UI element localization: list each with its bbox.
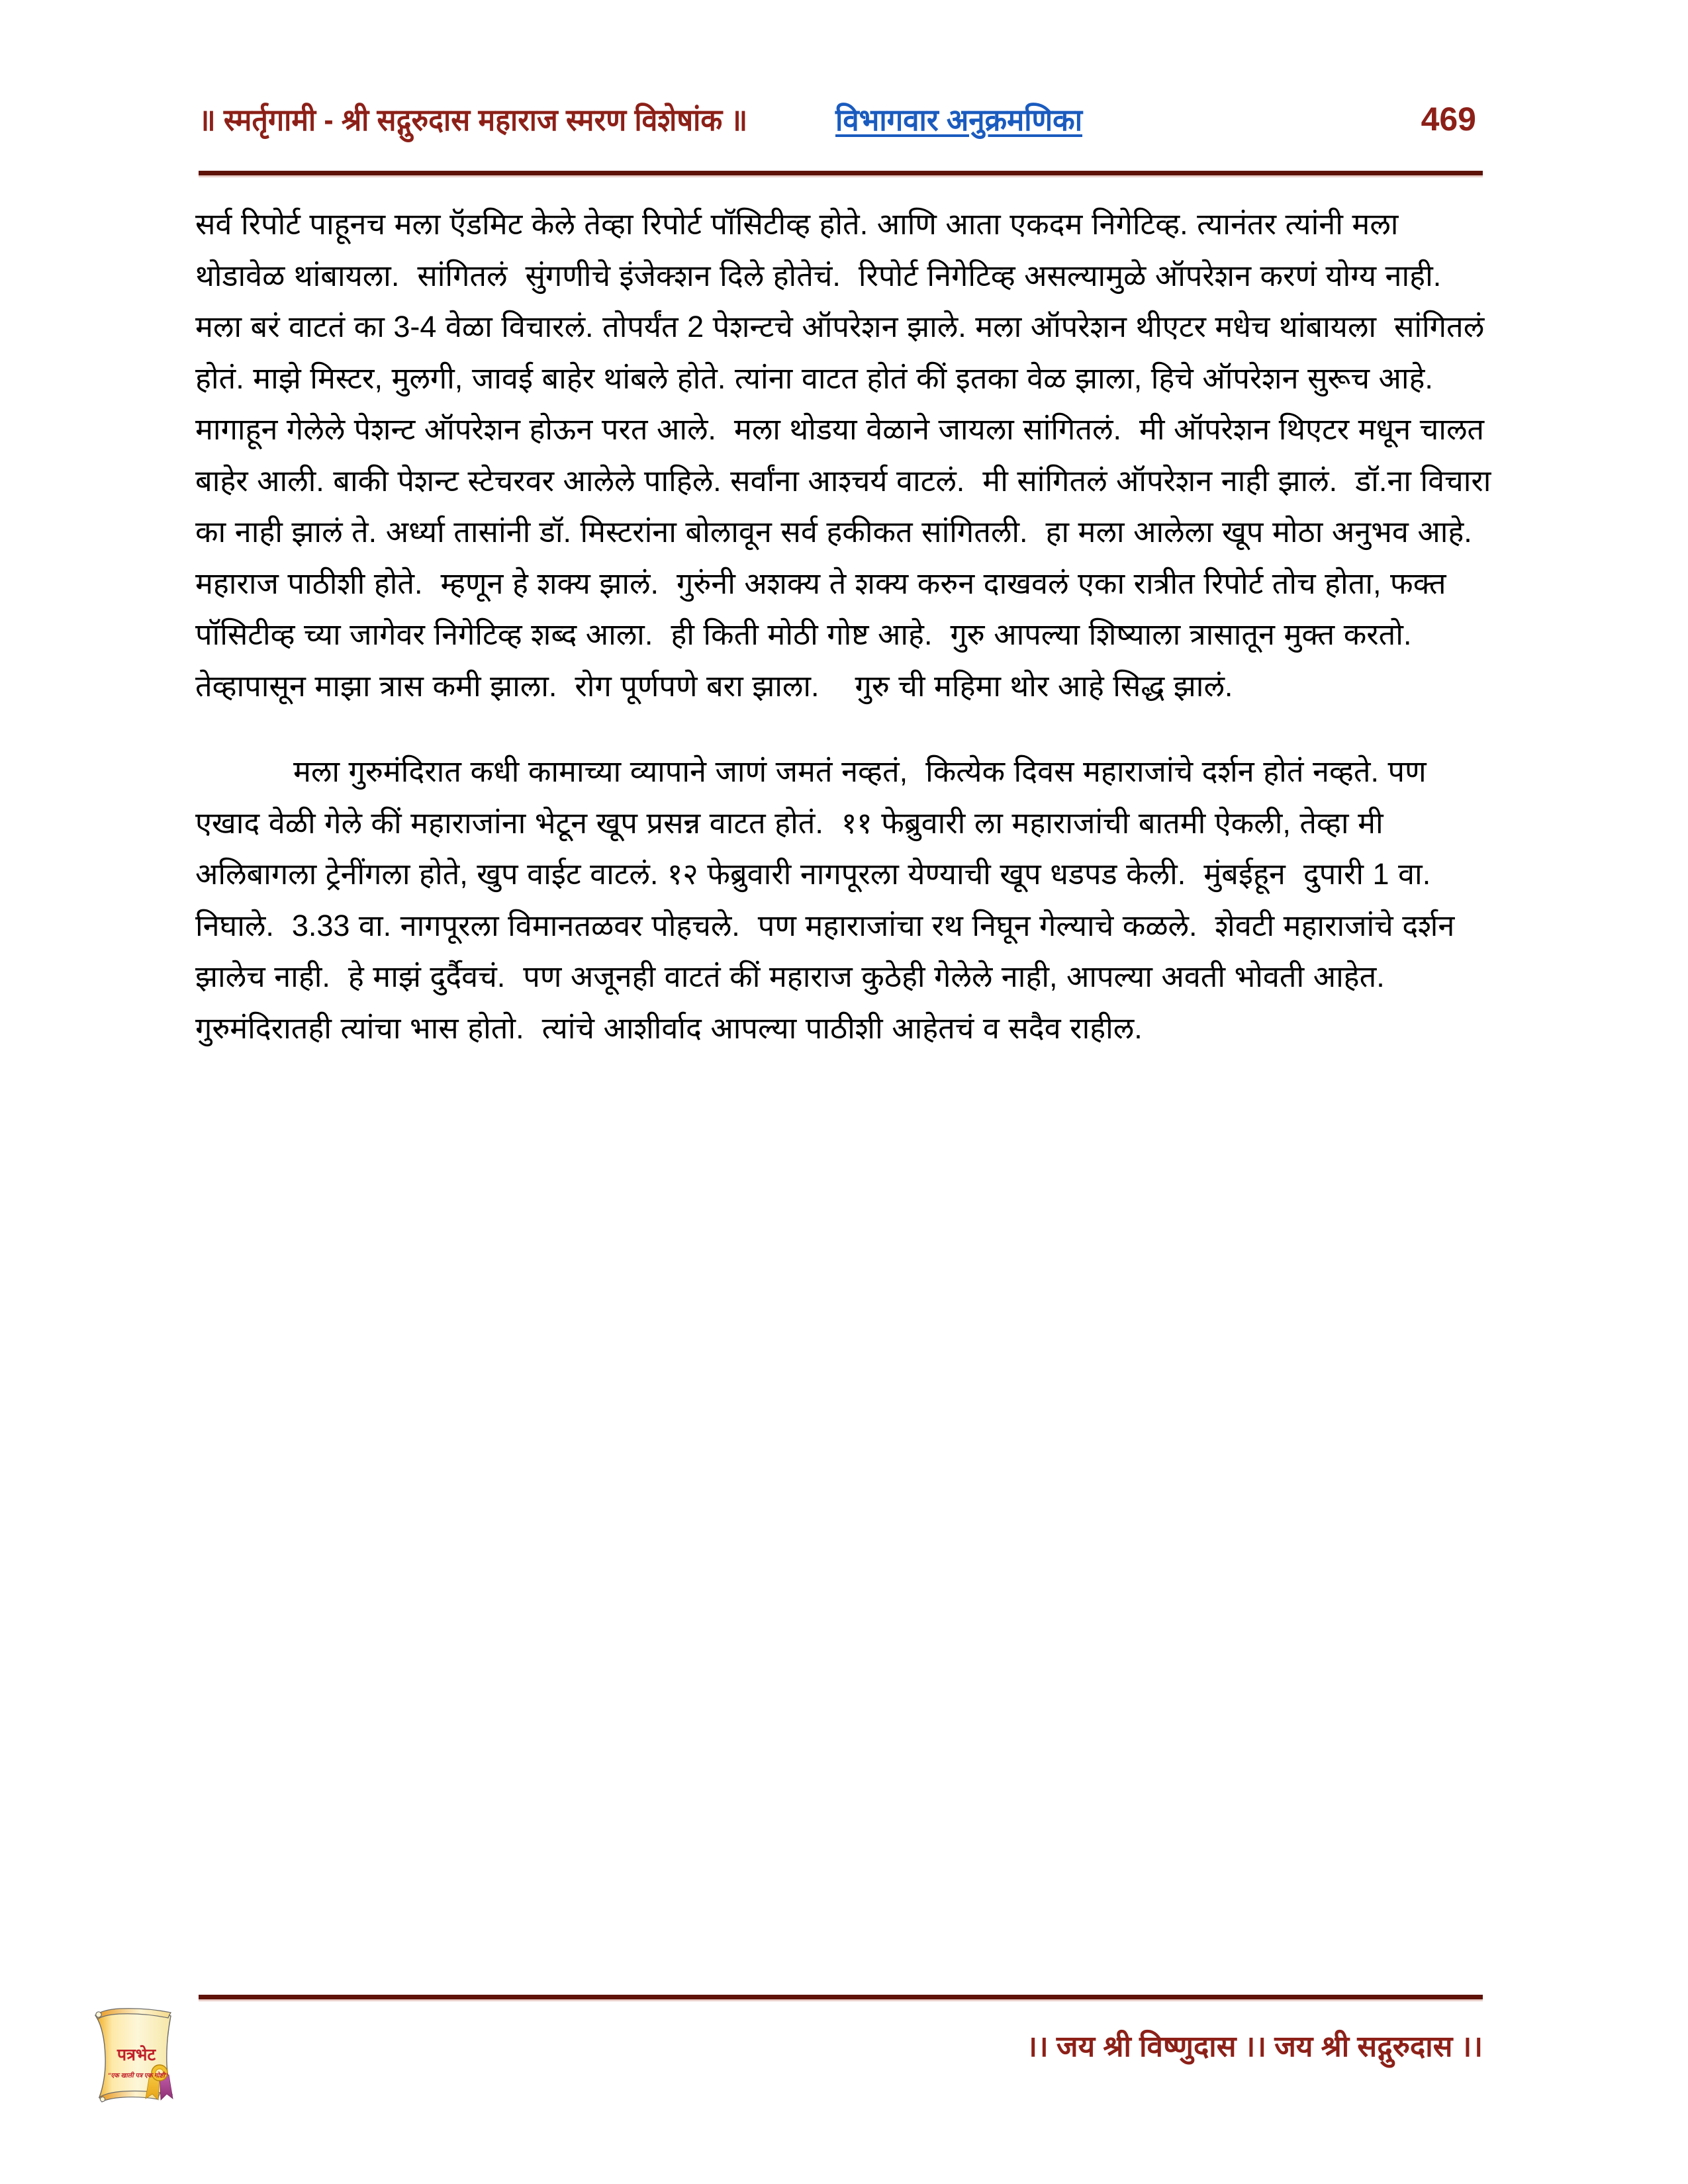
- header-divider: [199, 171, 1483, 175]
- patrabhet-logo: [71, 1995, 197, 2111]
- header-divider-shadow: [199, 175, 1483, 177]
- scroll-curl-eye-bottom: [100, 2097, 105, 2101]
- scroll-curl-eye: [96, 2012, 101, 2017]
- index-link[interactable]: विभागवार अनुक्रमणिका: [835, 103, 1082, 137]
- article-body: [195, 199, 1500, 1054]
- logo-name: पत्रभेट: [117, 2046, 156, 2064]
- page-header: [199, 93, 1483, 146]
- footer-mantra: ।। जय श्री विष्णुदास ।। जय श्री सद्गुरुदास ।।: [1026, 2030, 1483, 2063]
- paragraph-1: सर्व रिपोर्ट पाहूनच मला ऍडमिट केले तेव्हा रिपोर्ट पॉसिटीव्ह होते. आणि आता एकदम निगेटिव्ह. त्यानंतर त्यांनी मला थोडावेळ थांबायला. सांगितलं सुंगणीचे इंजेक्शन दिले होतेचं. रिपोर्ट निगेटिव्ह असल्यामुळे ऑपरेशन करणं योग्य नाही. मला बरं वाटतं का 3-4 वेळा विचारलं. तोपर्यंत 2 पेशन्टचे ऑपरेशन झाले. मला ऑपरेशन थीएटर मधेच थांबायला सांगितलं होतं. माझे मिस्टर, मुलगी, जावई बाहेर थांबले होते. त्यांना वाटत होतं कीं इतका वेळ झाला, हिचे ऑपरेशन सुरूच आहे. मागाहून गेलेले पेशन्ट ऑपरेशन होऊन परत आले. मला थोडया वेळाने जायला सांगितलं. मी ऑपरेशन थिएटर मधून चालत बाहेर आली. बाकी पेशन्ट स्टेचरवर आलेले पाहिले. सर्वांना आश्चर्य वाटलं. मी सांगितलं ऑपरेशन नाही झालं. डॉ.ना विचारा का नाही झालं ते. अर्ध्या तासांनी डॉ. मिस्टरांना बोलावून सर्व हकीकत सांगितली. हा मला आलेला खूप मोठा अनुभव आहे. महाराज पाठीशी होते. म्हणून हे शक्य झालं. गुरुंनी अशक्य ते शक्य करुन दाखवलं एका रात्रीत रिपोर्ट तोच होता, फक्त पॉसिटीव्ह च्या जागेवर निगेटिव्ह शब्द आला. ही किती मोठी गोष्ट आहे. गुरु आपल्या शिष्याला त्रासातून मुक्त करतो. तेव्हापासून माझा त्रास कमी झाला. रोग पूर्णपणे बरा झाला. गुरु ची महिमा थोर आहे सिद्ध झालं.: [195, 207, 1500, 703]
- paragraph-2: मला गुरुमंदिरात कधी कामाच्या व्यापाने जाणं जमतं नव्हतं, कित्येक दिवस महाराजांचे दर्शन होतं नव्हते. पण एखाद वेळी गेले कीं महाराजांना भेटून खूप प्रसन्न वाटत होतं. ११ फेब्रुवारी ला महाराजांची बातमी ऐकली, तेव्हा मी अलिबागला ट्रेनींगला होते, खुप वाईट वाटलं. १२ फेब्रुवारी नागपूरला येण्याची खूप धडपड केली. मुंबईहून दुपारी 1 वा. निघाले. 3.33 वा. नागपूरला विमानतळवर पोहचले. पण महाराजांचा रथ निघून गेल्याचे कळले. शेवटी महाराजांचे दर्शन झालेच नाही. हे माझं दुर्दैवचं. पण अजूनही वाटतं कीं महाराज कुठेही गेलेले नाही, आपल्या अवती भोवती आहेत. गुरुमंदिरातही त्यांचा भास होतो. त्यांचे आशीर्वाद आपल्या पाठीशी आहेतचं व सदैव राहील.: [195, 754, 1464, 1045]
- footer-divider-shadow: [199, 1999, 1483, 2001]
- logo-tagline: "एक खाली पत्र एक गोष्टी": [107, 2072, 168, 2079]
- footer-divider: [199, 1995, 1483, 1999]
- page-number: 469: [1421, 101, 1476, 138]
- magazine-title: ॥ स्मर्तृगामी - श्री सद्गुरुदास महाराज स्मरण विशेषांक ॥: [199, 103, 748, 137]
